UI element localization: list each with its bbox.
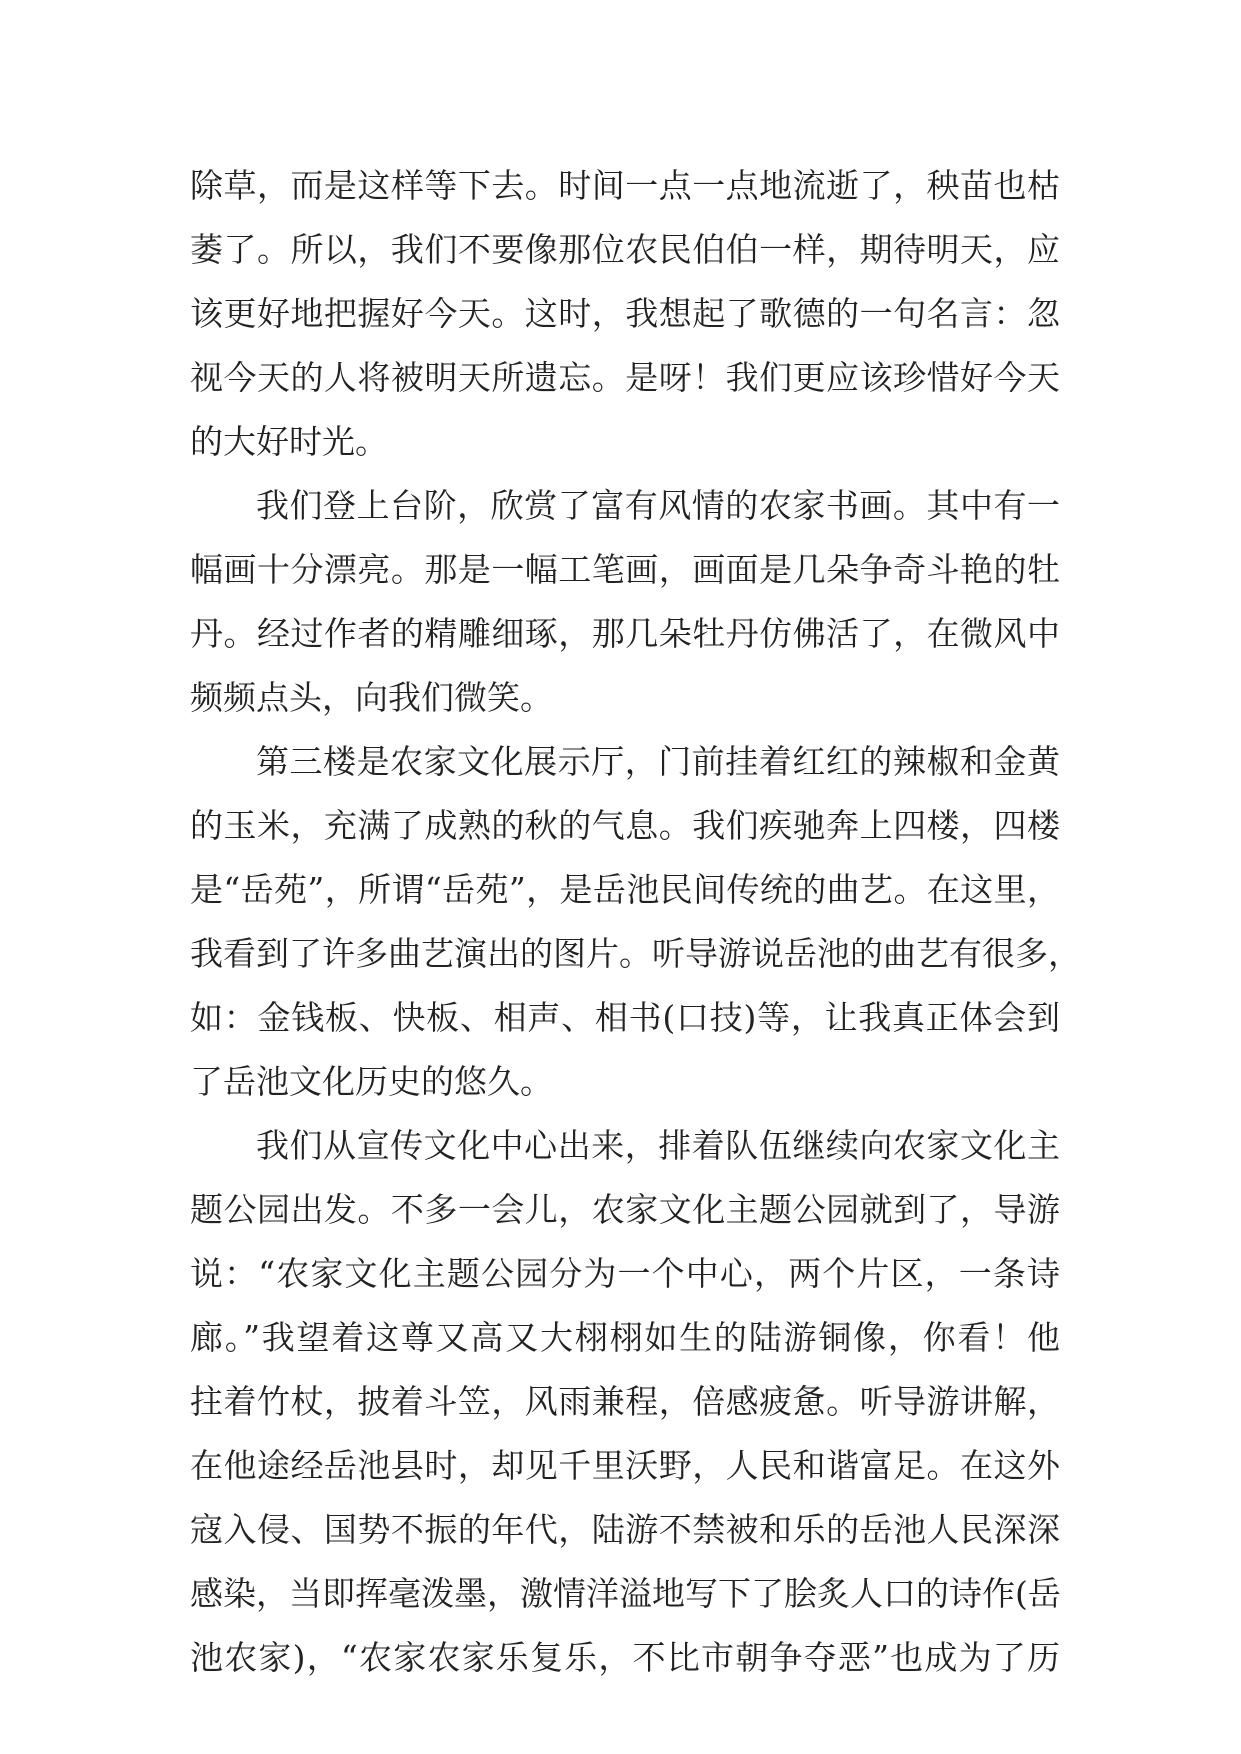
text-line: 萎了。所以，我们不要像那位农民伯伯一样，期待明天，应: [190, 230, 1060, 269]
text-line: 寇入侵、国势不振的年代，陆游不禁被和乐的岳池人民深深: [190, 1510, 1060, 1549]
text-line: 廊。”我望着这尊又高又大栩栩如生的陆游铜像，你看！他: [190, 1318, 1060, 1357]
paragraph-4: [190, 1114, 1060, 1690]
text-line: 说：“农家文化主题公园分为一个中心，两个片区，一条诗: [190, 1254, 1060, 1293]
text-line: 视今天的人将被明天所遗忘。是呀！我们更应该珍惜好今天: [190, 358, 1060, 397]
text-line: 感染，当即挥毫泼墨，激情洋溢地写下了脍炙人口的诗作(岳: [190, 1574, 1061, 1613]
text-line: 是“岳苑”，所谓“岳苑”，是岳池民间传统的曲艺。在这里，: [190, 870, 1060, 909]
text-line: 丹。经过作者的精雕细琢，那几朵牡丹仿佛活了，在微风中: [190, 614, 1060, 653]
text-line: 如：金钱板、快板、相声、相书(口技)等，让我真正体会到: [190, 998, 1060, 1037]
text-line: 池农家)，“农家农家乐复乐，不比市朝争夺恶”也成为了历: [190, 1638, 1060, 1677]
text-line: 的大好时光。: [190, 422, 388, 461]
text-line: 该更好地把握好今天。这时，我想起了歌德的一句名言：忽: [190, 294, 1060, 333]
text-line: 了岳池文化历史的悠久。: [190, 1062, 553, 1101]
text-line: 我们从宣传文化中心出来，排着队伍继续向农家文化主: [256, 1126, 1060, 1165]
text-line: 我看到了许多曲艺演出的图片。听导游说岳池的曲艺有很多，: [190, 934, 1081, 973]
text-line: 拄着竹杖，披着斗笠，风雨兼程，倍感疲惫。听导游讲解，: [190, 1382, 1060, 1421]
text-line: 的玉米，充满了成熟的秋的气息。我们疾驰奔上四楼，四楼: [190, 806, 1060, 845]
paragraph-2: [190, 474, 1060, 730]
text-line: 除草，而是这样等下去。时间一点一点地流逝了，秧苗也枯: [190, 166, 1060, 205]
paragraph-3: [190, 730, 1081, 1114]
text-line: 频频点头，向我们微笑。: [190, 678, 553, 717]
text-line: 幅画十分漂亮。那是一幅工笔画，画面是几朵争奇斗艳的牡: [190, 550, 1060, 589]
text-line: 我们登上台阶，欣赏了富有风情的农家书画。其中有一: [256, 486, 1060, 525]
body-text: [190, 154, 1081, 1690]
text-line: 在他途经岳池县时，却见千里沃野，人民和谐富足。在这外: [190, 1446, 1060, 1485]
text-line: 第三楼是农家文化展示厅，门前挂着红红的辣椒和金黄: [256, 742, 1060, 781]
paragraph-1: [190, 154, 1060, 474]
text-line: 题公园出发。不多一会儿，农家文化主题公园就到了，导游: [190, 1190, 1060, 1229]
